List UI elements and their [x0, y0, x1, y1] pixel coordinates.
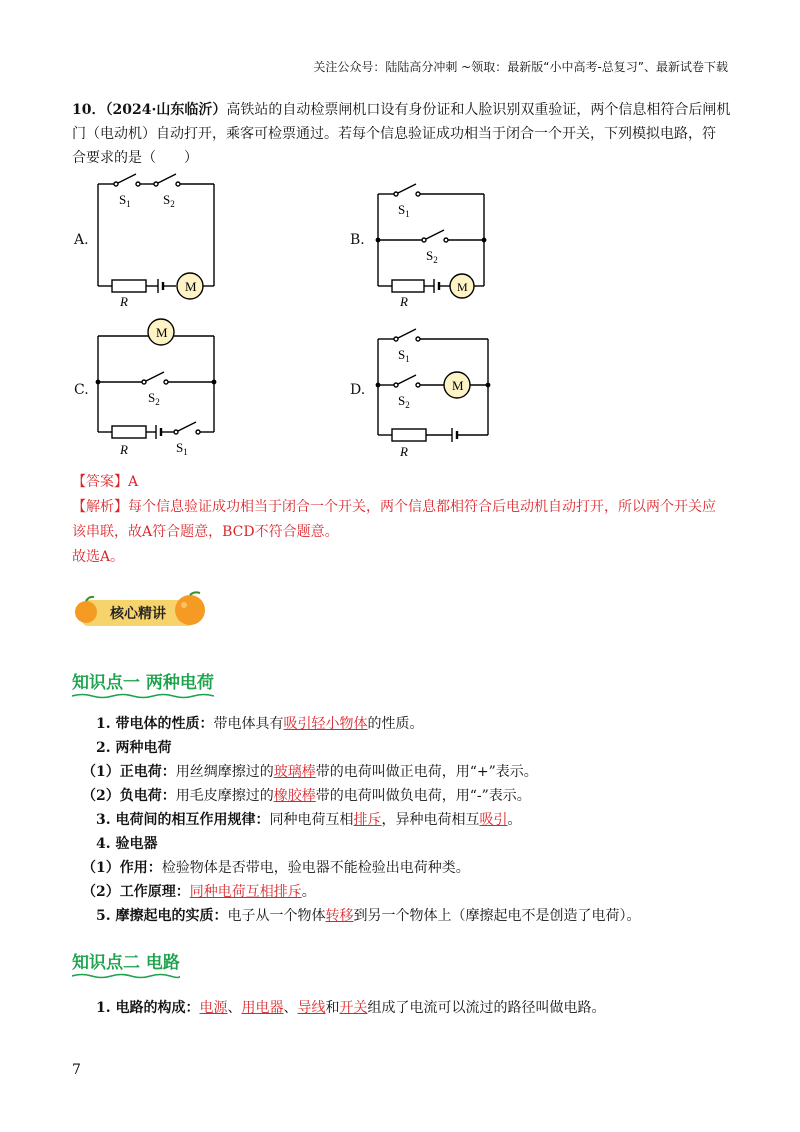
circuit-a-s2-label: $S_2$: [163, 192, 175, 209]
question-number: 10．: [72, 102, 106, 118]
circuit-c-s2-label: $S_2$: [148, 390, 160, 407]
fill-blank: 用电器: [241, 1000, 284, 1016]
circuit-b-s2-label: $S_2$: [426, 248, 438, 265]
circuit-b-diagram: [372, 180, 502, 310]
circuit-d-motor-label: M: [452, 378, 464, 393]
fill-blank: 吸引轻小物体: [283, 716, 368, 732]
analysis-label: 【解析】: [72, 499, 128, 515]
k1-body: 1. 带电体的性质：带电体具有吸引轻小物体的性质。 2. 两种电荷: [96, 716, 424, 756]
circuit-b-s1-label: $S_1$: [398, 202, 410, 219]
answer-label: 【答案】: [72, 474, 128, 490]
fill-blank: 玻璃棒: [273, 764, 316, 780]
circuit-c-motor-label: M: [156, 325, 168, 340]
circuit-b-r-label: R: [400, 294, 408, 309]
fill-blank: 转移: [325, 908, 354, 924]
section-badge-text: 核心精讲: [110, 606, 166, 622]
answer-value: A: [128, 474, 139, 490]
circuit-d-s2-label: $S_2$: [398, 393, 410, 410]
circuit-a-s1-label: $S_1$: [119, 192, 131, 209]
k2-title: 知识点二 电路: [72, 948, 180, 973]
circuit-b-motor-label: M: [457, 280, 468, 294]
option-c-label: C.: [74, 382, 89, 398]
question-line1: 高铁站的自动检票闸机口设有身份证和人脸识别双重验证，两个信息相符合后闸机: [226, 102, 731, 118]
fill-blank: 同种电荷互相排斥: [189, 884, 302, 900]
k1-body-electroscope: （1）作用：检验物体是否带电，验电器不能检验出电荷种类。 （2）工作原理：同种电荷互相排斥。: [82, 860, 470, 900]
circuit-d-diagram: [372, 325, 502, 460]
circuit-c-s1-label: $S_1$: [176, 440, 188, 457]
page-number: 7: [72, 1062, 81, 1078]
k1-title-underline: [72, 693, 214, 699]
circuit-d-s1-label: $S_1$: [398, 347, 410, 364]
option-b-label: B.: [350, 232, 365, 248]
k1-body-friction: 5. 摩擦起电的实质：电子从一个物体转移到另一个物体上（摩擦起电不是创造了电荷）。: [96, 908, 641, 924]
question-text: [72, 98, 732, 170]
analysis-line2: 该串联，故A符合题意，BCD不符合题意。: [72, 524, 339, 540]
analysis-conclusion: 故选A。: [72, 549, 125, 565]
analysis-line1: 每个信息验证成功相当于闭合一个开关，两个信息都相符合后电动机自动打开，所以两个开关应: [128, 499, 716, 515]
circuit-c-r-label: R: [120, 442, 128, 457]
k2-title-underline: [72, 973, 180, 979]
k1-body-charges: （1）正电荷：用丝绸摩擦过的玻璃棒带的电荷叫做正电荷，用“+”表示。 （2）负电荷：用毛皮摩擦过的橡胶棒带的电荷叫做负电荷，用“-”表示。: [82, 764, 538, 804]
k1-body-rules: 3. 电荷间的相互作用规律：同种电荷互相排斥，异种电荷相互吸引。 4. 验电器: [96, 812, 522, 852]
circuit-a-motor-label: M: [185, 279, 197, 294]
fill-blank: 橡胶棒: [273, 788, 316, 804]
circuit-d-r-label: R: [400, 444, 408, 459]
k1-title: 知识点一 两种电荷: [72, 668, 214, 693]
circuit-a-r-label: R: [120, 294, 128, 309]
answer-block: [72, 470, 732, 570]
option-a-label: A.: [74, 232, 89, 248]
page-header: 关注公众号：陆陆高分冲刺 ~领取：最新版“小中高考-总复习”、最新试卷下载: [313, 60, 728, 74]
circuit-c-diagram: [90, 318, 230, 458]
section-badge: [72, 590, 208, 634]
fill-blank: 导线: [297, 1000, 326, 1016]
fill-blank: 电源: [199, 1000, 228, 1016]
k2-body: 1. 电路的构成：电源、用电器、导线和开关组成了电流可以流过的路径叫做电路。: [96, 1000, 606, 1016]
question-line3: 合要求的是（ ）: [72, 150, 198, 166]
fill-blank: 开关: [339, 1000, 368, 1016]
option-d-label: D.: [350, 382, 366, 398]
fill-blank: 排斥: [353, 812, 382, 828]
fill-blank: 吸引: [479, 812, 508, 828]
question-line2: 门（电动机）自动打开，乘客可检票通过。若每个信息验证成功相当于闭合一个开关，下列模拟电路，符: [72, 126, 716, 142]
circuit-a-diagram: [90, 170, 230, 310]
question-source: （2024·山东临沂）: [105, 102, 227, 118]
